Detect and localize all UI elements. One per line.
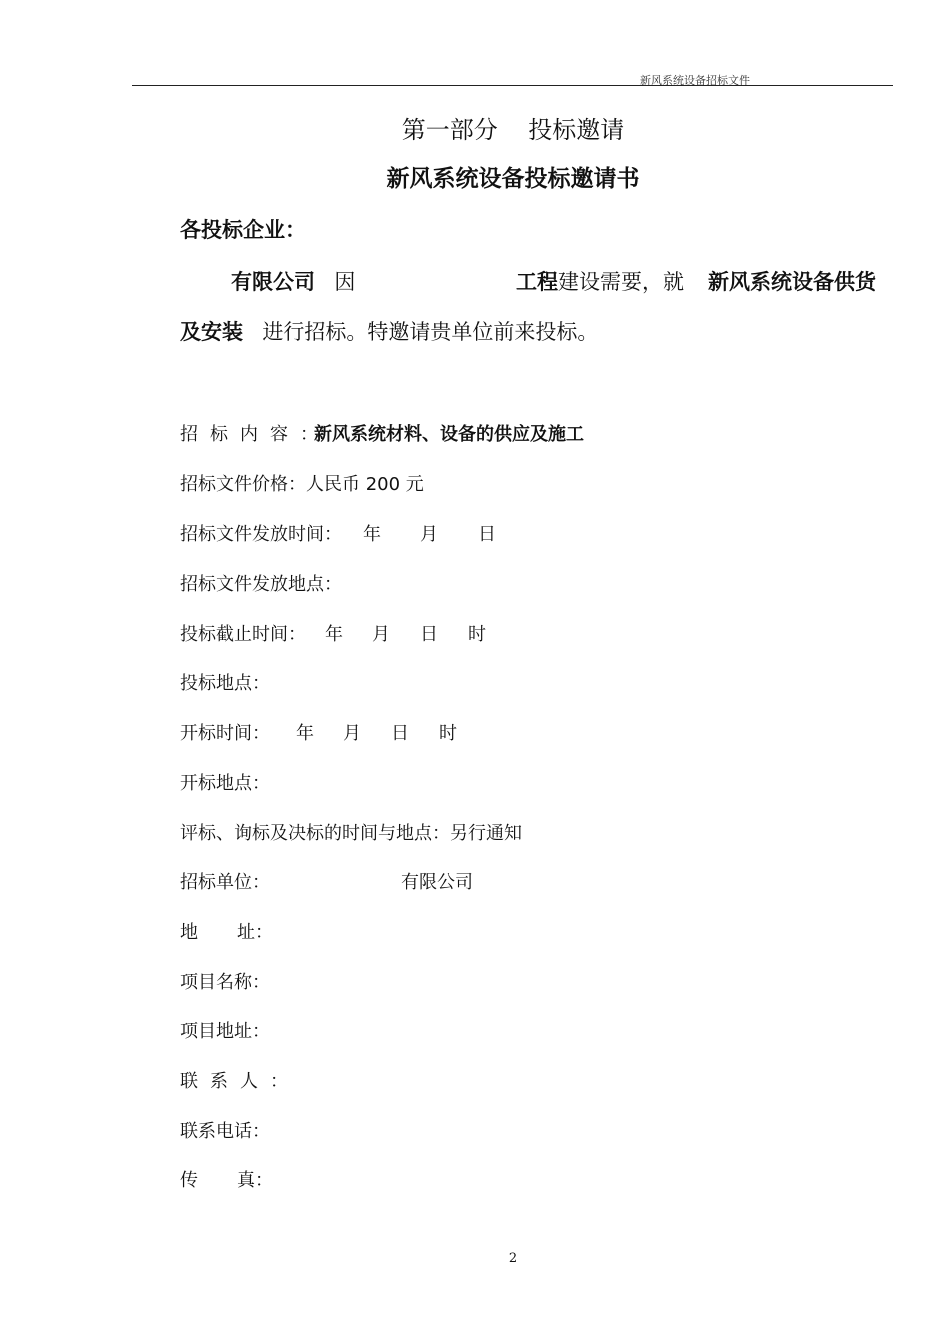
field-document-price — [180, 470, 424, 496]
salutation: 各投标企业： — [180, 218, 306, 242]
date-year: 年 — [296, 723, 314, 744]
field-fax — [180, 1166, 273, 1192]
intro-subject-part1 — [708, 266, 876, 296]
field-value: 有限公司 — [401, 872, 473, 893]
running-header: 新风系统设备招标文件 — [640, 74, 750, 87]
intro-line-2 — [180, 316, 598, 346]
field-label: 项目地址： — [180, 1021, 270, 1042]
date-month: 月 — [343, 723, 361, 744]
field-phone — [180, 1117, 270, 1143]
field-label: 招标内容： — [180, 424, 330, 445]
page-number: 2 — [508, 1251, 518, 1266]
field-contact-person — [180, 1067, 300, 1093]
field-label: 投标地点： — [180, 673, 270, 694]
field-issue-place — [180, 570, 342, 596]
field-label-part: 地 — [180, 922, 198, 943]
field-value: 另行通知 — [450, 823, 522, 844]
date-year: 年 — [325, 624, 343, 645]
date-day: 日 — [391, 723, 409, 744]
intro-because: 因 — [334, 270, 356, 294]
field-label: 招标单位： — [180, 872, 270, 893]
field-label: 开标地点： — [180, 773, 270, 794]
field-label: 联系电话： — [180, 1121, 270, 1142]
field-label-part: 真： — [237, 1170, 273, 1191]
field-opening-place — [180, 769, 270, 795]
field-issue-time — [180, 520, 496, 546]
field-label-part: 传 — [180, 1170, 198, 1191]
field-label: 开标时间： — [180, 723, 270, 744]
date-month: 月 — [420, 524, 438, 545]
field-bid-content — [180, 420, 584, 446]
field-label: 招标文件发放时间： — [180, 524, 342, 545]
intro-line-1 — [231, 266, 355, 296]
field-tenderer — [180, 868, 473, 894]
part-title: 第一部分 投标邀请 — [401, 116, 625, 144]
intro-project: 工程 — [516, 270, 558, 294]
date-day: 日 — [478, 524, 496, 545]
field-label: 招标文件发放地点： — [180, 574, 342, 595]
intro-subject-line1: 新风系统设备供货 — [708, 270, 876, 294]
intro-line-1b — [516, 266, 684, 296]
date-hour: 时 — [468, 624, 486, 645]
date-month: 月 — [372, 624, 390, 645]
field-address — [180, 918, 273, 944]
field-label: 招标文件价格： — [180, 474, 306, 495]
intro-need: 建设需要，就 — [558, 270, 684, 294]
field-label: 项目名称： — [180, 972, 270, 993]
field-value: 人民币 200 元 — [306, 474, 424, 495]
field-evaluation — [180, 819, 522, 845]
field-bid-place — [180, 669, 270, 695]
field-label-part: 址： — [237, 922, 273, 943]
date-year: 年 — [363, 524, 381, 545]
intro-company: 有限公司 — [231, 270, 315, 294]
field-project-name — [180, 968, 270, 994]
field-label: 评标、询标及决标的时间与地点： — [180, 823, 450, 844]
field-label: 投标截止时间： — [180, 624, 306, 645]
field-label: 联系人： — [180, 1071, 300, 1092]
field-bid-deadline — [180, 620, 486, 646]
date-hour: 时 — [439, 723, 457, 744]
header-rule — [132, 85, 893, 86]
date-day: 日 — [420, 624, 438, 645]
field-project-address — [180, 1017, 270, 1043]
field-opening-time — [180, 719, 457, 745]
intro-rest: 进行招标。特邀请贵单位前来投标。 — [262, 320, 599, 344]
field-value: 新风系统材料、设备的供应及施工 — [314, 424, 584, 445]
intro-subject-line2: 及安装 — [180, 320, 243, 344]
document-title: 新风系统设备投标邀请书 — [386, 166, 640, 192]
